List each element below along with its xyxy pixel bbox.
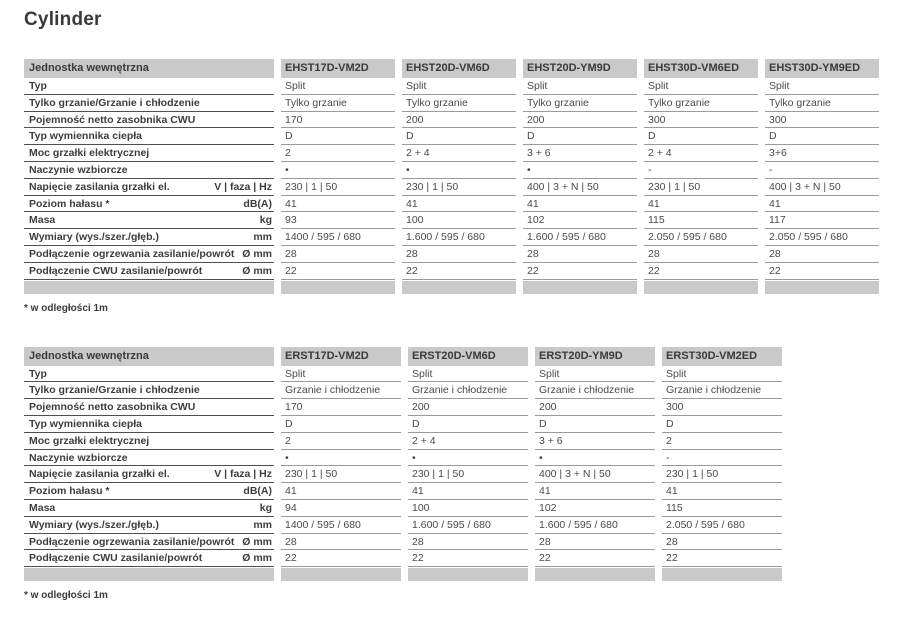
cell-value: 2 + 4: [408, 433, 528, 450]
row-label: Napięcie zasilania grzałki el.: [29, 180, 170, 193]
table-row: [24, 263, 884, 280]
table-row: [24, 550, 884, 567]
row-label: Typ wymiennika ciepła: [29, 130, 143, 143]
row-label: Tylko grzanie/Grzanie i chłodzenie: [29, 96, 200, 109]
table-header-row: [24, 347, 884, 366]
cell-value: 230 | 1 | 50: [281, 466, 401, 483]
row-label: Typ: [29, 80, 47, 92]
cell-value: Split: [662, 366, 782, 383]
row-label-cell: [24, 263, 274, 280]
row-label-cell: [24, 500, 274, 517]
column-header: ERST30D-VM2ED: [662, 347, 782, 366]
cell-value: 28: [402, 246, 516, 263]
cell-value: 2: [281, 433, 401, 450]
cell-value: Grzanie i chłodzenie: [408, 382, 528, 399]
cell-value: D: [281, 416, 401, 433]
cell-value: 28: [662, 534, 782, 551]
spec-table-erst: [24, 347, 884, 582]
table-row: [24, 466, 884, 483]
table-row: [24, 517, 884, 534]
cell-value: 3 + 6: [535, 433, 655, 450]
row-label: Wymiary (wys./szer./głęb.): [29, 518, 159, 531]
cell-value: 28: [523, 246, 637, 263]
cell-value: Split: [765, 78, 879, 95]
cell-value: Tylko grzanie: [765, 95, 879, 112]
cell-value: 400 | 3 + N | 50: [765, 179, 879, 196]
cell-value: 2: [662, 433, 782, 450]
cell-value: 200: [402, 112, 516, 129]
row-label: Tylko grzanie/Grzanie i chłodzenie: [29, 384, 200, 397]
cell-value: Tylko grzanie: [523, 95, 637, 112]
cell-value: 300: [765, 112, 879, 129]
cell-value: 94: [281, 500, 401, 517]
cell-value: D: [281, 128, 395, 145]
cell-value: 2.050 / 595 / 680: [765, 229, 879, 246]
cell-value: Split: [644, 78, 758, 95]
cell-value: 41: [765, 196, 879, 213]
row-label-cell: [24, 229, 274, 246]
cell-value: 3+6: [765, 145, 879, 162]
table-row: [24, 483, 884, 500]
cell-value: 102: [523, 212, 637, 229]
cell-value: 22: [644, 263, 758, 280]
cell-value: D: [402, 128, 516, 145]
cell-value: 41: [281, 483, 401, 500]
row-label-cell: [24, 416, 274, 433]
row-unit: Ø mm: [242, 264, 272, 277]
row-label-cell: [24, 534, 274, 551]
cell-value: 200: [408, 399, 528, 416]
table-header-label: Jednostka wewnętrzna: [24, 59, 274, 78]
cell-value: 2.050 / 595 / 680: [644, 229, 758, 246]
row-label: Moc grzałki elektrycznej: [29, 434, 150, 447]
cell-value: 22: [281, 550, 401, 567]
column-header: EHST30D-VM6ED: [644, 59, 758, 78]
footer-bar-segment: [662, 568, 782, 581]
cell-value: 115: [662, 500, 782, 517]
row-unit: mm: [253, 518, 272, 531]
row-unit: kg: [259, 214, 272, 227]
table-header-row: [24, 59, 884, 78]
row-label-cell: [24, 179, 274, 196]
cell-value: 28: [765, 246, 879, 263]
row-label-cell: [24, 382, 274, 399]
cell-value: Split: [523, 78, 637, 95]
row-label: Podłączenie CWU zasilanie/powrót: [29, 552, 203, 565]
table-header-label: Jednostka wewnętrzna: [24, 347, 274, 366]
cell-value: 100: [402, 212, 516, 229]
row-label: Napięcie zasilania grzałki el.: [29, 468, 170, 481]
row-label: Naczynie wzbiorcze: [29, 451, 128, 464]
row-label-cell: [24, 483, 274, 500]
table-row: [24, 112, 884, 129]
table-row: [24, 145, 884, 162]
column-header: EHST20D-YM9D: [523, 59, 637, 78]
table-row: [24, 229, 884, 246]
cell-value: Split: [408, 366, 528, 383]
table-row: [24, 382, 884, 399]
cell-value: 28: [281, 534, 401, 551]
cell-value: 1.600 / 595 / 680: [402, 229, 516, 246]
cell-value: 28: [644, 246, 758, 263]
row-unit: kg: [259, 501, 272, 514]
cell-value: 28: [408, 534, 528, 551]
column-header: ERST17D-VM2D: [281, 347, 401, 366]
row-label-cell: [24, 145, 274, 162]
cell-value: Tylko grzanie: [644, 95, 758, 112]
cell-value: Tylko grzanie: [402, 95, 516, 112]
cell-value: Grzanie i chłodzenie: [281, 382, 401, 399]
footer-bar-segment: [535, 568, 655, 581]
table-row: [24, 95, 884, 112]
footer-bar-segment: [644, 281, 758, 294]
cell-value: 93: [281, 212, 395, 229]
cell-value: -: [765, 162, 879, 179]
row-label: Poziom hałasu *: [29, 485, 110, 498]
cell-value: 2 + 4: [644, 145, 758, 162]
cell-value: -: [662, 450, 782, 467]
cell-value: 102: [535, 500, 655, 517]
cell-value: 117: [765, 212, 879, 229]
cell-value: 400 | 3 + N | 50: [523, 179, 637, 196]
row-label: Typ: [29, 367, 47, 380]
cell-value: 230 | 1 | 50: [408, 466, 528, 483]
row-unit: V | faza | Hz: [214, 468, 272, 481]
row-label-cell: [24, 466, 274, 483]
footer-bar-segment: [24, 568, 274, 581]
table-row: [24, 78, 884, 95]
row-unit: dB(A): [243, 197, 272, 210]
column-header: EHST17D-VM2D: [281, 59, 395, 78]
cell-value: 2.050 / 595 / 680: [662, 517, 782, 534]
table-row: [24, 534, 884, 551]
cell-value: 400 | 3 + N | 50: [535, 466, 655, 483]
cell-value: 3 + 6: [523, 145, 637, 162]
cell-value: 100: [408, 500, 528, 517]
row-label-cell: [24, 196, 274, 213]
cell-value: Split: [281, 78, 395, 95]
cell-value: •: [523, 162, 637, 179]
cell-value: 41: [535, 483, 655, 500]
table-block-erst: [24, 347, 884, 602]
cell-value: 1.600 / 595 / 680: [408, 517, 528, 534]
cell-value: Grzanie i chłodzenie: [535, 382, 655, 399]
cell-value: 41: [408, 483, 528, 500]
cell-value: D: [662, 416, 782, 433]
cell-value: 1400 / 595 / 680: [281, 229, 395, 246]
footer-bar-segment: [402, 281, 516, 294]
table-row: [24, 433, 884, 450]
row-label: Pojemność netto zasobnika CWU: [29, 113, 196, 126]
row-label: Wymiary (wys./szer./głęb.): [29, 231, 159, 244]
cell-value: Tylko grzanie: [281, 95, 395, 112]
footnote-table-erst: * w odległości 1m: [24, 590, 108, 602]
row-label-cell: [24, 366, 274, 383]
row-label-cell: [24, 433, 274, 450]
spec-table-ehst: [24, 59, 884, 294]
cell-value: 41: [523, 196, 637, 213]
cell-value: 28: [535, 534, 655, 551]
table-footer-row: [24, 567, 884, 581]
cell-value: 41: [402, 196, 516, 213]
row-label-cell: [24, 246, 274, 263]
cell-value: -: [644, 162, 758, 179]
row-label-cell: [24, 450, 274, 467]
page-title: Cylinder: [24, 9, 102, 30]
cell-value: 300: [644, 112, 758, 129]
row-label: Podłączenie ogrzewania zasilanie/powrót: [29, 535, 235, 548]
row-unit: Ø mm: [242, 552, 272, 565]
table-row: [24, 416, 884, 433]
cell-value: •: [408, 450, 528, 467]
cell-value: 1.600 / 595 / 680: [535, 517, 655, 534]
row-unit: mm: [253, 231, 272, 244]
row-label: Pojemność netto zasobnika CWU: [29, 401, 196, 414]
cell-value: 300: [662, 399, 782, 416]
row-unit: V | faza | Hz: [214, 180, 272, 193]
cell-value: 22: [523, 263, 637, 280]
column-header: EHST20D-VM6D: [402, 59, 516, 78]
column-header: ERST20D-VM6D: [408, 347, 528, 366]
table-row: [24, 128, 884, 145]
cell-value: •: [281, 450, 401, 467]
cell-value: 230 | 1 | 50: [644, 179, 758, 196]
row-label: Podłączenie CWU zasilanie/powrót: [29, 264, 203, 277]
table-block-ehst: [24, 59, 884, 314]
cell-value: 230 | 1 | 50: [662, 466, 782, 483]
row-label: Typ wymiennika ciepła: [29, 417, 143, 430]
table-row: [24, 399, 884, 416]
row-label: Moc grzałki elektrycznej: [29, 147, 150, 160]
row-label-cell: [24, 128, 274, 145]
cell-value: 28: [281, 246, 395, 263]
cell-value: Split: [281, 366, 401, 383]
row-label: Poziom hałasu *: [29, 197, 110, 210]
row-label-cell: [24, 95, 274, 112]
cell-value: 22: [281, 263, 395, 280]
table-row: [24, 179, 884, 196]
cell-value: 22: [662, 550, 782, 567]
cell-value: 2 + 4: [402, 145, 516, 162]
cell-value: 41: [644, 196, 758, 213]
row-label-cell: [24, 78, 274, 95]
cell-value: D: [408, 416, 528, 433]
cell-value: 22: [402, 263, 516, 280]
cell-value: 1400 / 595 / 680: [281, 517, 401, 534]
footer-bar-segment: [281, 568, 401, 581]
table-row: [24, 246, 884, 263]
cell-value: 1.600 / 595 / 680: [523, 229, 637, 246]
footer-bar-segment: [408, 568, 528, 581]
row-label-cell: [24, 212, 274, 229]
cell-value: D: [523, 128, 637, 145]
cell-value: 230 | 1 | 50: [402, 179, 516, 196]
column-header: EHST30D-YM9ED: [765, 59, 879, 78]
cell-value: 230 | 1 | 50: [281, 179, 395, 196]
table-footer-row: [24, 280, 884, 294]
cell-value: 115: [644, 212, 758, 229]
cell-value: 22: [535, 550, 655, 567]
cell-value: Grzanie i chłodzenie: [662, 382, 782, 399]
row-label-cell: [24, 399, 274, 416]
row-label-cell: [24, 517, 274, 534]
footer-bar-segment: [523, 281, 637, 294]
footer-bar-segment: [765, 281, 879, 294]
footnote-table-ehst: * w odległości 1m: [24, 302, 108, 314]
cell-value: 170: [281, 399, 401, 416]
cell-value: 41: [281, 196, 395, 213]
cell-value: Split: [402, 78, 516, 95]
cell-value: •: [402, 162, 516, 179]
row-label-cell: [24, 162, 274, 179]
column-header: ERST20D-YM9D: [535, 347, 655, 366]
row-unit: Ø mm: [242, 535, 272, 548]
cell-value: •: [535, 450, 655, 467]
row-unit: Ø mm: [242, 247, 272, 260]
cell-value: 200: [523, 112, 637, 129]
table-row: [24, 162, 884, 179]
cell-value: 200: [535, 399, 655, 416]
footer-bar-segment: [281, 281, 395, 294]
row-label: Naczynie wzbiorcze: [29, 163, 128, 176]
cell-value: D: [644, 128, 758, 145]
cell-value: 170: [281, 112, 395, 129]
table-row: [24, 212, 884, 229]
table-row: [24, 500, 884, 517]
row-label-cell: [24, 550, 274, 567]
cell-value: 22: [765, 263, 879, 280]
cell-value: 2: [281, 145, 395, 162]
cell-value: Split: [535, 366, 655, 383]
row-label: Masa: [29, 501, 56, 514]
cell-value: 22: [408, 550, 528, 567]
row-label: Masa: [29, 214, 56, 227]
table-row: [24, 196, 884, 213]
row-label: Podłączenie ogrzewania zasilanie/powrót: [29, 247, 235, 260]
footer-bar-segment: [24, 281, 274, 294]
cell-value: 41: [662, 483, 782, 500]
cell-value: •: [281, 162, 395, 179]
row-unit: dB(A): [243, 485, 272, 498]
table-row: [24, 450, 884, 467]
row-label-cell: [24, 112, 274, 129]
cell-value: D: [535, 416, 655, 433]
cell-value: D: [765, 128, 879, 145]
table-row: [24, 366, 884, 383]
